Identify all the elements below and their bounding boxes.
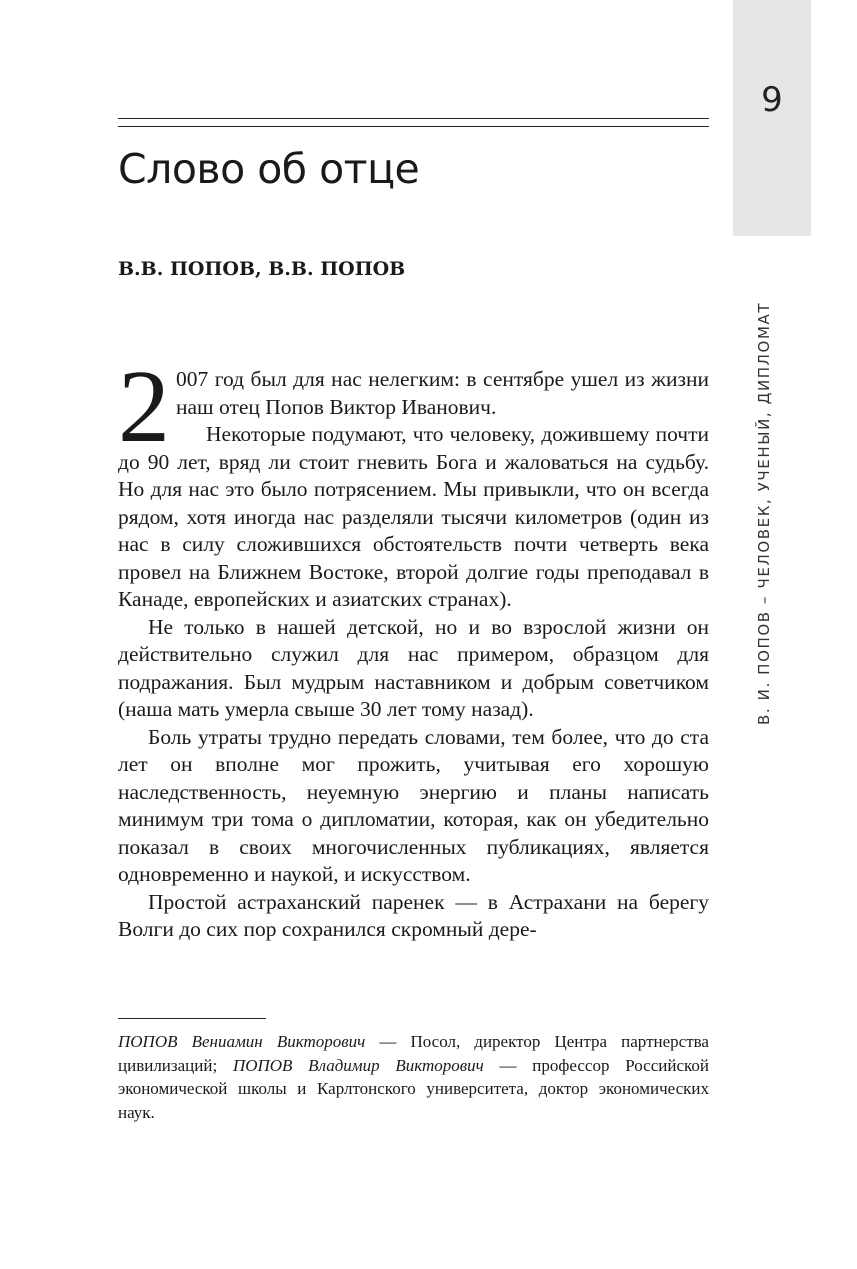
page-number: 9 <box>761 80 783 120</box>
footnote <box>118 1030 709 1124</box>
footnote-desc: — профессор Российской экономической школы и Карлтонского университета, доктор экономических наук. <box>118 1055 709 1122</box>
footnote-name: ПОПОВ Владимир Викторович <box>232 1055 484 1075</box>
paragraph: Не только в нашей детской, но и во взрослой жизни он действительно служил для нас примером, образцом для подражания. Был мудрым наставником и добрым советчиком (наша мать умерла свыше 30 лет тому назад). <box>118 614 709 721</box>
footnote-rule <box>118 1018 266 1019</box>
footnote-desc: — Посол, директор Центра партнерства цивилизаций; <box>118 1032 709 1075</box>
paragraph: Некоторые подумают, что человеку, дожившему почти до 90 лет, вряд ли стоит гневить Бога и жаловаться на судьбу. Но для нас это было потрясением. Мы привыкли, что он всегда рядом, хотя иногда нас разделяли тысячи километров (один из нас в силу сложившихся обстоятельств почти четверть века провел на Ближнем Востоке, второй долгие годы преподавал в Канаде, европейских и азиатских странах). <box>118 422 709 611</box>
running-title <box>755 255 785 725</box>
running-title-text: В. И. ПОПОВ – ЧЕЛОВЕК, УЧЕНЫЙ, ДИПЛОМАТ <box>755 301 773 725</box>
body-text <box>118 349 709 944</box>
title-rule-bottom <box>118 126 709 127</box>
paragraph <box>118 349 709 464</box>
paragraph-opening: 007 год был для нас нелегким: в сентябре ушел из жизни наш отец Попов Виктор Иванович. <box>176 367 709 419</box>
drop-cap: 2 <box>118 349 170 464</box>
paragraph: Простой астраханский паренек — в Астрахани на берегу Волги до сих пор сохранился скромный дере- <box>118 889 709 941</box>
title-rule-top <box>118 118 709 119</box>
footnote-text <box>118 1030 709 1124</box>
footnote-name: ПОПОВ Вениамин Викторович <box>118 1032 366 1051</box>
chapter-title: Слово об отце <box>118 145 420 193</box>
paragraph: Боль утраты трудно передать словами, тем более, что до ста лет он вполне мог прожить, учитывая его хорошую наследственность, неуемную энергию и планы написать минимум три тома о дипломатии, которая, как он убедительно показал в своих многочисленных публикациях, является одновременно и наукой, и искусством. <box>118 724 709 886</box>
chapter-authors: В.В. ПОПОВ, В.В. ПОПОВ <box>118 258 406 280</box>
